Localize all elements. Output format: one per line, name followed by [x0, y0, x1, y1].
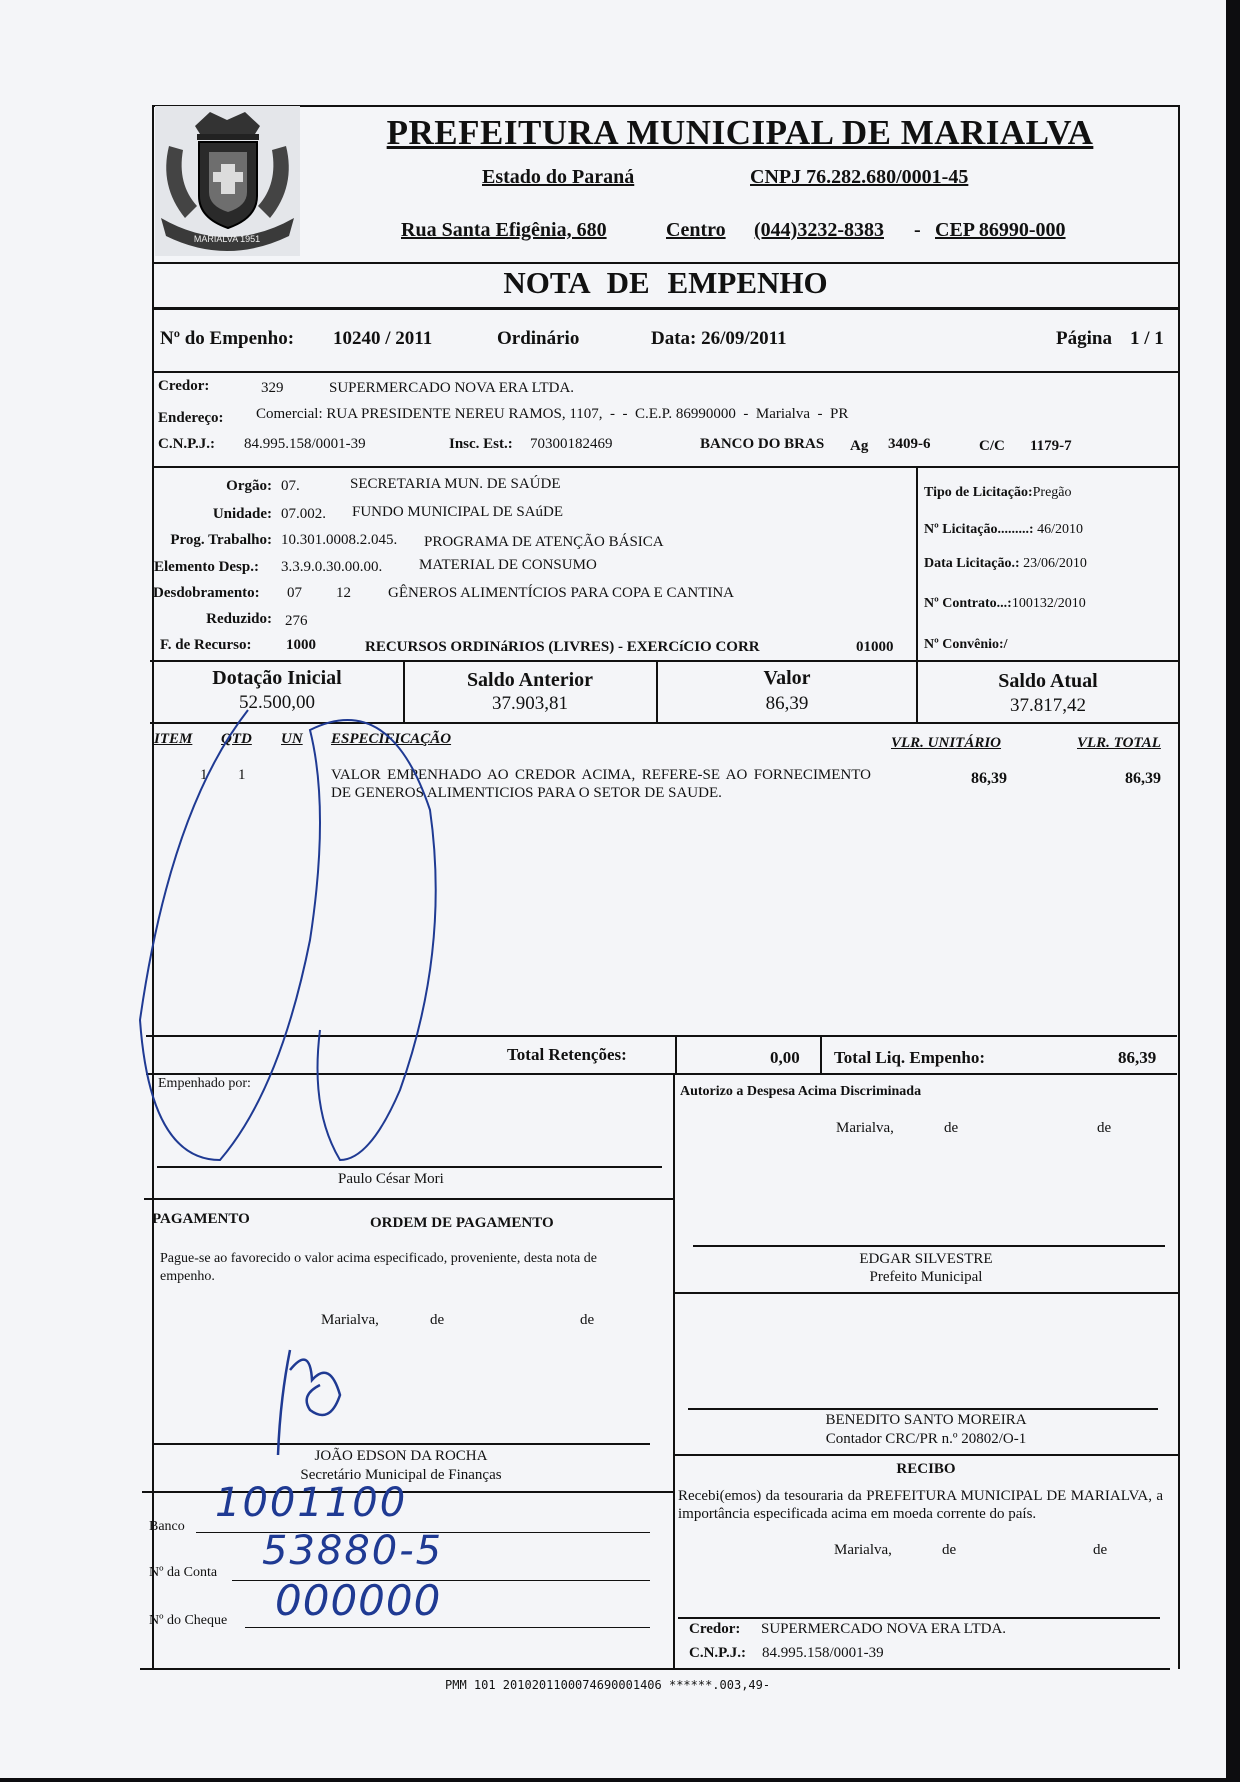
empenho-date: Data: 26/09/2011: [651, 328, 787, 349]
pagamento-de1: de: [430, 1312, 445, 1328]
recibo-de1: de: [942, 1542, 957, 1558]
orgao-code: 07.: [281, 478, 300, 494]
empenhado-name: Paulo César Mori: [338, 1171, 444, 1187]
convenio-label: Nº Convênio:/: [924, 637, 1008, 652]
agency-value: 3409-6: [888, 436, 931, 452]
pagamento-label: PAGAMENTO: [152, 1211, 250, 1227]
address-label: Endereço:: [158, 410, 224, 426]
cheque-handwritten: 000000: [275, 1576, 442, 1625]
empenho-type: Ordinário: [497, 328, 580, 349]
header-address: Rua Santa Efigênia, 680: [401, 219, 607, 241]
licitacao-type-value: Pregão: [1032, 485, 1072, 500]
header-phone: (044)3232-8383: [754, 219, 884, 241]
pagamento-text: Pague-se ao favorecido o valor acima especificado, proveniente, desta nota de empenho.: [160, 1251, 597, 1284]
recurso-code: 1000: [286, 637, 316, 653]
pagamento-de2: de: [580, 1312, 595, 1328]
contrato-label: [924, 596, 1086, 612]
frame-top: [152, 105, 1179, 107]
autorizo-label: Autorizo a Despesa Acima Discriminada: [680, 1084, 922, 1099]
liquido-label: Total Liq. Empenho:: [834, 1048, 985, 1067]
credor-name: SUPERMERCADO NOVA ERA LTDA.: [329, 380, 575, 396]
elemento-code: 3.3.9.0.30.00.00.: [281, 559, 383, 575]
licitacao-number-label-text: Nº Licitação.........:: [924, 522, 1034, 537]
conta-handwritten: 53880-5: [262, 1528, 444, 1574]
ordem-pagamento-label: ORDEM DE PAGAMENTO: [370, 1215, 554, 1231]
autorizo-place: Marialva,: [836, 1120, 894, 1136]
doc-title: NOTA DE EMPENHO: [503, 265, 828, 300]
frame-right: [1178, 105, 1180, 1669]
item-number: 1: [200, 767, 208, 783]
banco-handwritten: 1001100: [215, 1480, 408, 1526]
licitacao-date-value: 23/06/2010: [1023, 556, 1087, 571]
item-description: VALOR EMPENHADO AO CREDOR ACIMA, REFERE-SE AO FORNECIMENTO DE GENEROS ALIMENTICIOS PARA O SETOR DE SAUDE.: [331, 767, 871, 801]
item-total-value: 86,39: [1125, 770, 1161, 787]
header-cep: CEP 86990-000: [935, 219, 1066, 241]
recibo-cnpj-value: 84.995.158/0001-39: [762, 1645, 884, 1661]
credor-label: Credor:: [158, 378, 210, 394]
account-value: 1179-7: [1030, 438, 1072, 454]
contrato-label-text: Nº Contrato...:: [924, 596, 1012, 611]
divider-center-vertical: [673, 1073, 675, 1669]
elemento-label: Elemento Desp.:: [154, 559, 259, 575]
recibo-credor-value: SUPERMERCADO NOVA ERA LTDA.: [761, 1621, 1007, 1637]
insc-label: Insc. Est.:: [449, 436, 513, 452]
page-number: 1 / 1: [1130, 328, 1164, 349]
empenhado-label: Empenhado por:: [158, 1076, 251, 1091]
account-label: C/C: [979, 438, 1005, 454]
recibo-credor-label: Credor:: [689, 1621, 741, 1637]
recurso-number: 01000: [856, 639, 894, 655]
divider-credor: [152, 466, 1179, 468]
signature-empenhado: [130, 690, 460, 1190]
footer-code: PMM 101 2010201100074690001406 ******.003,49-: [445, 1678, 771, 1692]
prog-label: Prog. Trabalho:: [170, 532, 272, 548]
orgao-label: Orgão:: [226, 478, 272, 494]
valor-label: Valor: [763, 667, 811, 689]
crest-banner-text: MARIALVA 1951: [193, 234, 261, 244]
recibo-cnpj-label: C.N.P.J.:: [689, 1645, 746, 1661]
saldo-anterior-label: Saldo Anterior: [466, 669, 594, 691]
prefeito-role: Prefeito Municipal: [869, 1269, 983, 1285]
autorizo-de2: de: [1097, 1120, 1112, 1136]
header-district: Centro: [666, 219, 726, 241]
col-item: ITEM: [154, 731, 193, 747]
divider-autorizo-bottom: [675, 1292, 1178, 1294]
page-label: Página: [1056, 328, 1112, 349]
pagamento-sign-line: [152, 1443, 650, 1445]
col-qtd: QTD: [221, 731, 252, 747]
credor-cnpj: 84.995.158/0001-39: [244, 436, 366, 452]
cheque-field-line: [245, 1627, 650, 1628]
saldo-atual-value: 37.817,42: [1010, 695, 1086, 716]
recibo-place: Marialva,: [834, 1542, 892, 1558]
licitacao-type-label: [924, 485, 1072, 501]
licitacao-number-label: [924, 522, 1083, 538]
desdobramento-name: GÊNEROS ALIMENTÍCIOS PARA COPA E CANTINA: [388, 585, 735, 601]
unidade-name: FUNDO MUNICIPAL DE SAúDE: [352, 504, 563, 520]
banco-label: Banco: [149, 1519, 185, 1534]
secretario-name: JOÃO EDSON DA ROCHA: [314, 1448, 488, 1464]
licitacao-date-label-text: Data Licitação.:: [924, 556, 1020, 571]
saldo-anterior-value: 37.903,81: [492, 693, 568, 714]
recurso-label: F. de Recurso:: [160, 637, 252, 653]
divider-title: [152, 307, 1179, 310]
desdobramento-label: Desdobramento:: [153, 585, 260, 601]
contrato-value: 100132/2010: [1011, 596, 1086, 611]
credor-address: Comercial: RUA PRESIDENTE NEREU RAMOS, 1107, - - C.E.P. 86990000 - Marialva - PR: [256, 406, 849, 422]
liquido-value: 86,39: [1118, 1048, 1157, 1067]
divider-empenho: [152, 371, 1179, 373]
contador-name: BENEDITO SANTO MOREIRA: [825, 1412, 1027, 1428]
dotacao-label: Dotação Inicial: [212, 667, 342, 689]
desdobramento-code: 07: [287, 585, 302, 601]
pagamento-place: Marialva,: [321, 1312, 379, 1328]
header-title: PREFEITURA MUNICIPAL DE MARIALVA: [386, 113, 1094, 152]
divider-orc: [150, 660, 1179, 662]
contador-role: Contador CRC/PR n.º 20802/O-1: [825, 1431, 1027, 1447]
col-un: UN: [281, 731, 303, 747]
divider-header: [152, 262, 1179, 264]
insc-value: 70300182469: [530, 436, 613, 452]
autorizo-de1: de: [944, 1120, 959, 1136]
saldo-atual-label: Saldo Atual: [998, 670, 1098, 692]
item-qty: 1: [238, 767, 246, 783]
header-cnpj: CNPJ 76.282.680/0001-45: [750, 166, 969, 188]
elemento-name: MATERIAL DE CONSUMO: [419, 557, 597, 573]
prog-code: 10.301.0008.2.045.: [281, 532, 398, 548]
header-state: Estado do Paraná: [482, 166, 635, 188]
reduzido-label: Reduzido:: [206, 611, 272, 627]
recibo-title: RECIBO: [896, 1461, 956, 1477]
header-separator: -: [914, 219, 921, 241]
empenho-number-label: Nº do Empenho:: [160, 328, 295, 349]
col-vlr-unitario: VLR. UNITÁRIO: [891, 735, 1002, 751]
retencoes-label: Total Retenções:: [507, 1045, 627, 1064]
unidade-label: Unidade:: [212, 506, 272, 522]
col-vlr-total: VLR. TOTAL: [1077, 735, 1161, 751]
valor-value: 86,39: [765, 693, 809, 714]
recibo-text: Recebi(emos) da tesouraria da PREFEITURA MUNICIPAL DE MARIALVA, a importância especificada acima em moeda corrente do país.: [678, 1488, 1163, 1522]
signature-secretario: [270, 1340, 360, 1460]
unidade-code: 07.002.: [281, 506, 326, 522]
bank-name: BANCO DO BRAS: [700, 436, 825, 452]
licitacao-number-value: 46/2010: [1037, 522, 1083, 537]
crest-icon: [155, 106, 300, 256]
retencoes-value: 0,00: [770, 1048, 800, 1067]
col-especificacao: ESPECIFICAÇÃO: [331, 731, 452, 747]
conta-label: Nº da Conta: [149, 1565, 218, 1580]
agency-label: Ag: [850, 438, 869, 454]
licitacao-type-label-text: Tipo de Licitação:: [924, 485, 1033, 500]
secretario-role: Secretário Municipal de Finanças: [300, 1467, 502, 1483]
cheque-label: Nº do Cheque: [149, 1613, 228, 1628]
retencoes-vline-2: [820, 1035, 822, 1075]
desdobramento-sub: 12: [336, 585, 351, 601]
recurso-name: RECURSOS ORDINáRIOS (LIVRES) - EXERCíCIO CORR: [365, 639, 760, 655]
prog-name: PROGRAMA DE ATENÇÃO BÁSICA: [424, 534, 664, 550]
divider-pagamento-top: [144, 1198, 674, 1200]
frame-bottom: [140, 1668, 1170, 1670]
contador-sign-line: [688, 1408, 1158, 1410]
prefeito-name: EDGAR SILVESTRE: [859, 1251, 993, 1267]
reduzido-value: 276: [285, 613, 308, 629]
cnpj-label: C.N.P.J.:: [158, 436, 215, 452]
licitacao-date-label: [924, 556, 1087, 572]
credor-code: 329: [261, 380, 284, 396]
divider-recibo-top: [675, 1454, 1178, 1456]
retencoes-vline-1: [675, 1035, 677, 1075]
autorizo-sign-line: [693, 1245, 1165, 1247]
item-unit-value: 86,39: [971, 770, 1007, 787]
recibo-sign-line: [678, 1617, 1160, 1619]
recibo-de2: de: [1093, 1542, 1108, 1558]
empenho-number: 10240 / 2011: [333, 328, 433, 349]
orgao-name: SECRETARIA MUN. DE SAÚDE: [350, 476, 561, 492]
dotacao-value: 52.500,00: [239, 692, 315, 713]
